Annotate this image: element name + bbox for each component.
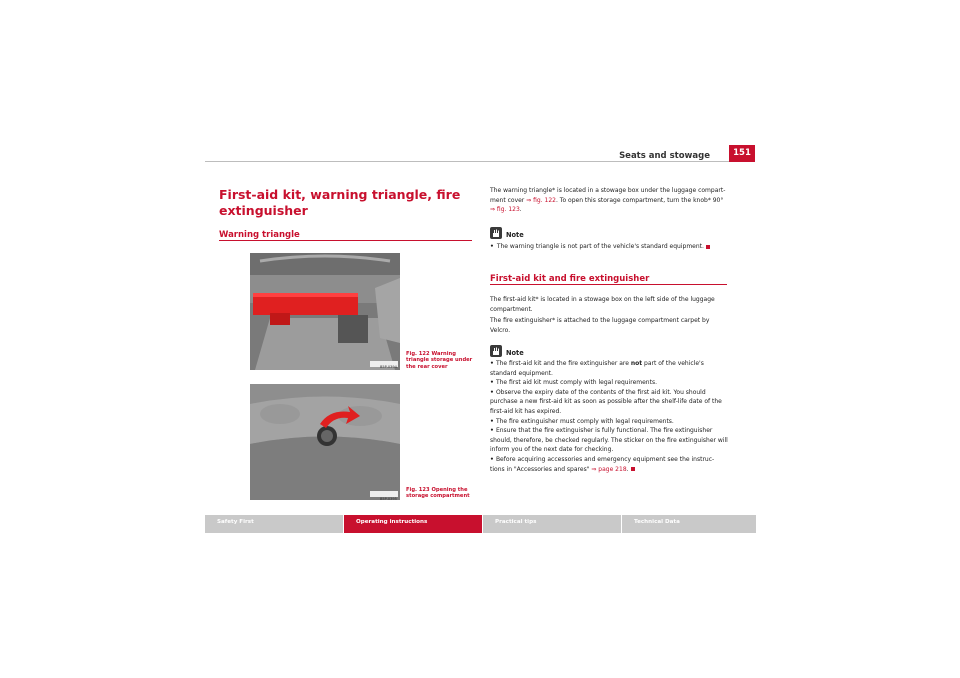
list-item: • The first-aid kit and the fire extinguisher are not part of the vehicle's standard equipment. — [490, 360, 704, 377]
running-header-title: Seats and stowage — [619, 151, 710, 161]
note-1-bullet: • The warning triangle is not part of the vehicle's standard equipment. — [490, 242, 728, 252]
section-title: First-aid kit, warning triangle, fire extinguisher — [219, 187, 461, 218]
page-218-link[interactable]: ⇒ page 218 — [591, 465, 627, 473]
bullet-text: The warning triangle is not part of the vehicle's standard equipment. — [496, 243, 704, 250]
intro-text: The warning triangle* is located in a stowage box under the luggage compart-ment cover — [490, 187, 726, 204]
list-item: • The first aid kit must comply with legal requirements. — [490, 379, 657, 387]
footer-tab-technical-data[interactable]: Technical Data — [622, 515, 756, 533]
list-item: • Ensure that the fire extinguisher is fully functional. The fire extinguisher should, therefore, be checked regularly. The sticker on the fire extinguisher will inform you of the next date for checking. — [490, 427, 728, 454]
footer-nav — [205, 515, 756, 533]
figure-123-image — [250, 384, 400, 500]
list-item: • Observe the expiry date of the contents of the first aid kit. You should purchase a new first-aid kit as soon as possible after the shelf-life date of the first-aid kit has expired. — [490, 388, 722, 415]
subsection-title-first-aid: First-aid kit and fire extinguisher — [490, 274, 650, 284]
note-2-bullets — [490, 359, 728, 474]
bullet-text: Observe the expiry date of the contents of the first aid kit. You should purchase a new first-aid kit as soon as possible after the shelf-life date of the first-aid kit has expired. — [490, 388, 722, 415]
figure-123-code: B5P-0395 — [380, 497, 397, 501]
footer-tab-safety-first[interactable]: Safety First — [205, 515, 343, 533]
note-block-1 — [490, 226, 728, 252]
intro-text: . To open this storage compartment, turn the knob* 90° — [555, 196, 724, 204]
note-label: Note — [506, 231, 524, 239]
fig-122-link[interactable]: ⇒ fig. 122 — [526, 196, 556, 204]
intro-text: . — [519, 206, 522, 214]
bullet-text: Before acquiring accessories and emergency equipment see the instruc-tions in "Accessories and spares" — [490, 455, 715, 473]
note-hand-icon — [490, 345, 502, 357]
warning-triangle-intro — [490, 186, 728, 215]
subsection-rule-2 — [490, 284, 727, 285]
subsection-rule — [219, 240, 472, 241]
bullet-text: The fire extinguisher must comply with legal requirements. — [495, 417, 674, 425]
page-number: 151 — [729, 145, 755, 162]
end-mark — [706, 245, 710, 249]
bullet-text: part of the vehicle's standard equipment. — [490, 360, 704, 377]
subsection-title-warning-triangle: Warning triangle — [219, 230, 300, 240]
note-hand-icon — [490, 227, 502, 239]
footer-tab-practical-tips[interactable]: Practical tips — [483, 515, 621, 533]
figure-122-caption: Fig. 122 Warning triangle storage under the rear cover — [406, 351, 473, 370]
note-block-2 — [490, 344, 728, 474]
bullet-text: The first aid kit must comply with legal requirements. — [495, 379, 657, 387]
header-rule — [205, 161, 729, 162]
list-item: • Before acquiring accessories and emergency equipment see the instruc-tions in "Accessories and spares" ⇒ page 218. — [490, 455, 715, 473]
bullet-text: . — [626, 465, 629, 473]
note-heading — [490, 344, 728, 357]
note-label: Note — [506, 349, 524, 357]
footer-tab-operating-instructions[interactable]: Operating instructions — [344, 515, 482, 533]
first-aid-body — [490, 295, 728, 337]
paragraph: The first-aid kit* is located in a stowage box on the left side of the luggage compartment. — [490, 296, 715, 313]
figure-123-caption: Fig. 123 Opening the storage compartment — [406, 487, 470, 500]
fig-123-link[interactable]: ⇒ fig. 123 — [490, 206, 520, 214]
end-mark — [631, 467, 635, 471]
bullet-emphasis: not — [630, 360, 643, 367]
figure-122-code: B5P-0394 — [380, 365, 397, 369]
bullet-text: The first-aid kit and the fire extinguisher are — [495, 360, 631, 367]
note-heading — [490, 226, 728, 239]
paragraph: The fire extinguisher* is attached to the luggage compartment carpet by Velcro. — [490, 317, 710, 334]
list-item: • The fire extinguisher must comply with legal requirements. — [490, 417, 674, 425]
figure-122-image — [250, 253, 400, 370]
bullet-text: Ensure that the fire extinguisher is fully functional. The fire extinguisher should, therefore, be checked regularly. The sticker on the fire extinguisher will inform you of the next date for checking. — [490, 427, 728, 454]
